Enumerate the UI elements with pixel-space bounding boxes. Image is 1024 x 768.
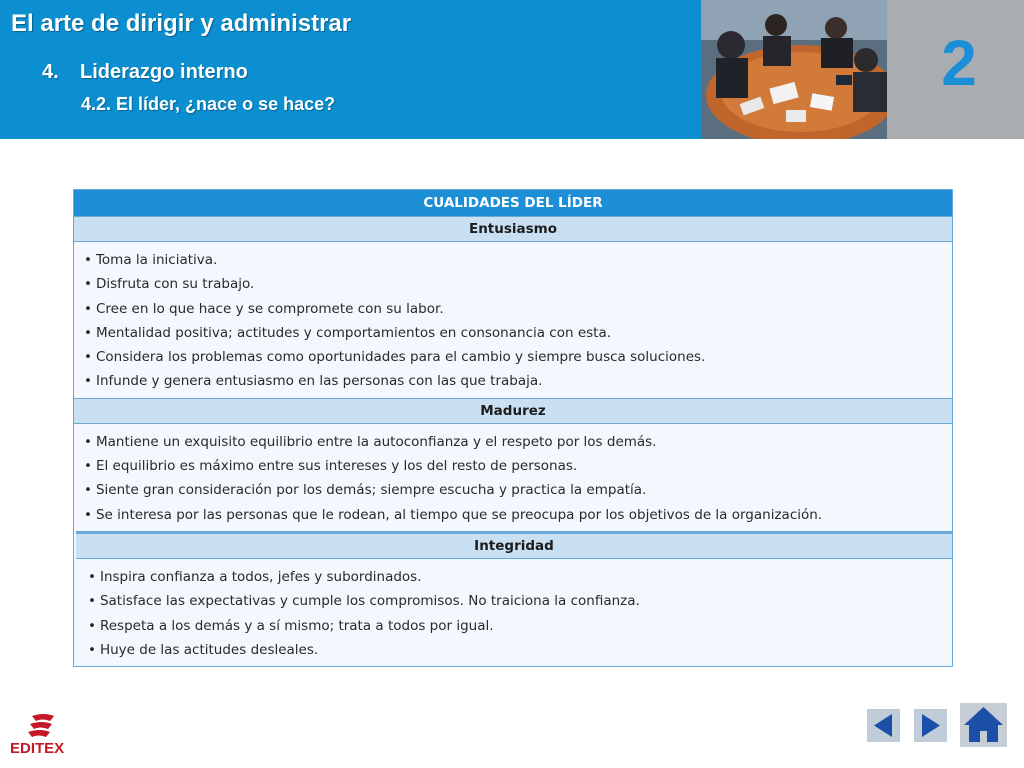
list-item: • El equilibrio es máximo entre sus intereses y los del resto de personas. <box>84 454 952 478</box>
group-item-list <box>74 424 952 531</box>
list-item: • Disfruta con su trabajo. <box>84 272 952 296</box>
logo-text: EDITEX <box>10 740 65 757</box>
list-item: • Huye de las actitudes desleales. <box>88 638 952 662</box>
section-heading <box>42 61 248 84</box>
group-heading: Madurez <box>74 398 952 424</box>
group-integridad <box>76 531 952 666</box>
home-icon <box>960 703 1007 747</box>
meeting-photo-illustration <box>701 0 887 139</box>
header-bar <box>0 0 1024 139</box>
next-slide-button[interactable] <box>914 709 947 742</box>
list-item: • Respeta a los demás y a sí mismo; trata a todos por igual. <box>88 614 952 638</box>
list-item: • Toma la iniciativa. <box>84 248 952 272</box>
home-button[interactable] <box>960 703 1007 747</box>
list-item: • Siente gran consideración por los demás; siempre escucha y practica la empatía. <box>84 478 952 502</box>
group-entusiasmo <box>74 216 952 398</box>
list-item: • Mentalidad positiva; actitudes y comportamientos en consonancia con esta. <box>84 321 952 345</box>
list-item: • Cree en lo que hace y se compromete con su labor. <box>84 297 952 321</box>
editex-logo <box>10 712 82 760</box>
subsection-heading: 4.2. El líder, ¿nace o se hace? <box>81 94 336 114</box>
group-heading: Integridad <box>76 533 952 559</box>
editex-logo-icon <box>10 712 82 742</box>
list-item: • Se interesa por las personas que le rodean, al tiempo que se preocupa por los objetivos de la organización. <box>84 503 952 527</box>
list-item: • Inspira confianza a todos, jefes y subordinados. <box>88 565 952 589</box>
arrow-right-icon <box>914 709 947 742</box>
meeting-photo <box>701 0 887 139</box>
list-item: • Mantiene un exquisito equilibrio entre la autoconfianza y el respeto por los demás. <box>84 430 952 454</box>
list-item: • Infunde y genera entusiasmo en las personas con las que trabaja. <box>84 369 952 393</box>
arrow-left-icon <box>867 709 900 742</box>
list-item: • Considera los problemas como oportunidades para el cambio y siempre busca soluciones. <box>84 345 952 369</box>
group-madurez <box>74 398 952 531</box>
chapter-number: 2 <box>941 27 977 99</box>
section-number: 4. <box>42 61 59 83</box>
chapter-badge <box>887 0 1024 139</box>
table-title: CUALIDADES DEL LÍDER <box>74 190 952 216</box>
previous-slide-button[interactable] <box>867 709 900 742</box>
section-title: Liderazgo interno <box>80 61 248 83</box>
leader-qualities-table <box>73 189 953 667</box>
list-item: • Satisface las expectativas y cumple los compromisos. No traiciona la confianza. <box>88 589 952 613</box>
group-heading: Entusiasmo <box>74 216 952 242</box>
presentation-title: El arte de dirigir y administrar <box>11 10 352 37</box>
group-item-list <box>74 242 952 398</box>
group-item-list <box>76 559 952 666</box>
